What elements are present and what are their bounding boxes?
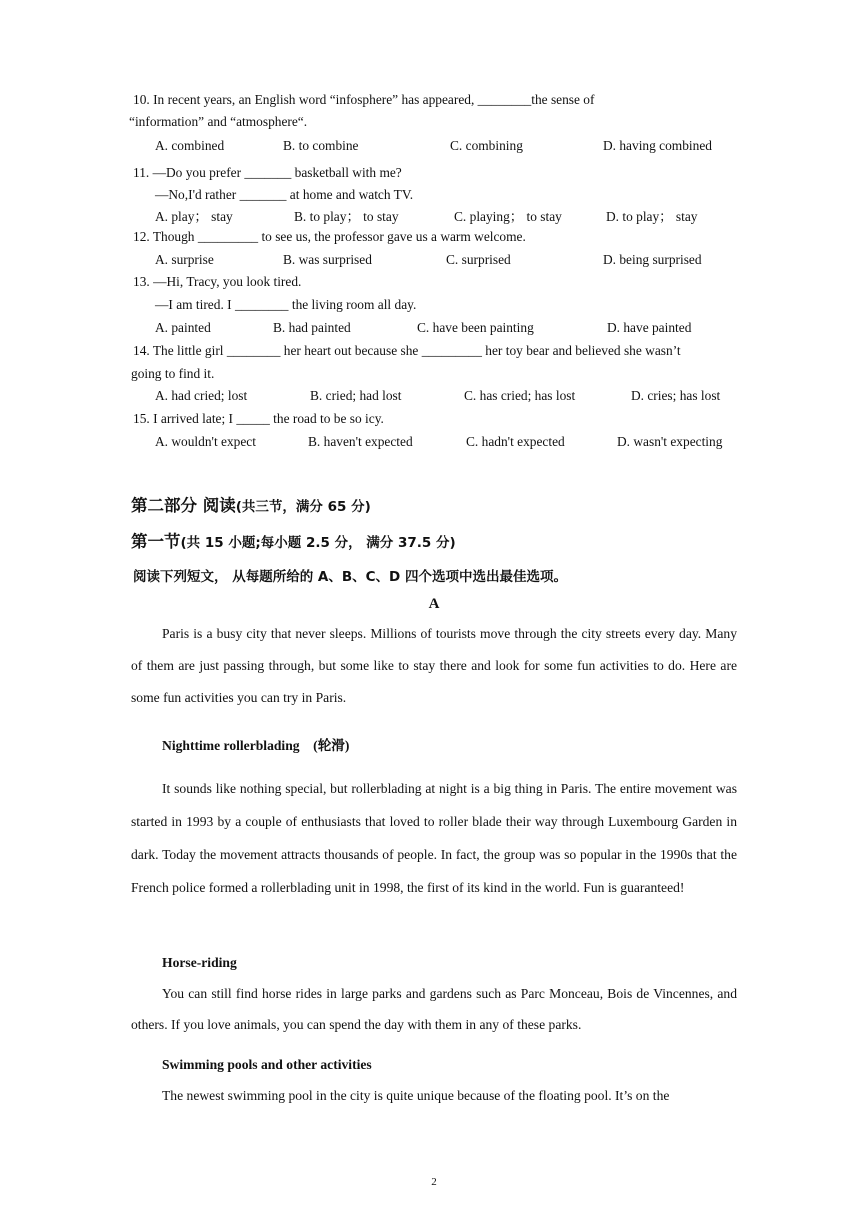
question-14-stem-cont: going to find it. <box>131 366 215 381</box>
question-10-option-d: D. having combined <box>603 138 712 153</box>
question-11-option-c: C. playing； to stay <box>454 209 562 224</box>
question-11-stem: 11. —Do you prefer _______ basketball with me? <box>133 165 402 180</box>
subheading-rollerblading: Nighttime rollerblading (轮滑) <box>162 738 350 753</box>
paragraph-horse-riding-text: You can still find horse rides in large parks and gardens such as Parc Monceau, Bois de Vincennes, and others. If you love animals, you can spend the day with them in any of these parks. <box>131 986 737 1032</box>
question-13-option-b: B. had painted <box>273 320 351 335</box>
subsection-heading <box>131 528 456 552</box>
paragraph-rollerblading <box>131 772 737 904</box>
question-13-option-a: A. painted <box>155 320 211 335</box>
question-11-option-b: B. to play； to stay <box>294 209 399 224</box>
question-10-option-c: C. combining <box>450 138 523 153</box>
question-14-option-c: C. has cried; has lost <box>464 388 576 403</box>
passage-intro-text: Paris is a busy city that never sleeps. Millions of tourists move through the city streets every day. Many of them are just passing through, but some like to stay there and look for some fun activities to do. Here are some fun activities you can try in Paris. <box>131 626 737 705</box>
question-15-stem: 15. I arrived late; I _____ the road to be so icy. <box>133 411 384 426</box>
paragraph-rollerblading-text: It sounds like nothing special, but rollerblading at night is a big thing in Paris. The entire movement was started in 1993 by a couple of enthusiasts that loved to roller blade their way through Luxembourg Garden in dark. Today the movement attracts thousands of people. In fact, the group was so popular in the 1990s that the French police formed a rollerblading unit in 1998, the first of its kind in the world. Fun is guaranteed! <box>131 781 737 895</box>
question-15-option-c: C. hadn't expected <box>466 434 565 449</box>
question-10-stem-cont: “information” and “atmosphere“. <box>129 114 308 129</box>
instructions: 阅读下列短文， 从每题所给的 A、B、C、D 四个选项中选出最佳选项。 <box>133 569 567 585</box>
question-14-option-b: B. cried; had lost <box>310 388 402 403</box>
passage-label: A <box>428 596 440 612</box>
question-15-option-d: D. wasn't expecting <box>617 434 723 449</box>
paragraph-swimming <box>131 1080 737 1111</box>
page-number: 2 <box>431 1176 437 1188</box>
question-12-stem: 12. Though _________ to see us, the professor gave us a warm welcome. <box>133 229 526 244</box>
part-title: 第二部分 阅读 <box>131 496 236 515</box>
question-12-option-c: C. surprised <box>446 252 511 267</box>
paragraph-swimming-text: The newest swimming pool in the city is quite unique because of the floating pool. It’s on the <box>162 1088 670 1103</box>
passage-intro <box>131 618 737 714</box>
question-13-option-d: D. have painted <box>607 320 692 335</box>
part-heading <box>131 492 371 516</box>
part-note: (共三节，满分 65 分) <box>235 499 371 515</box>
question-15-option-b: B. haven't expected <box>308 434 413 449</box>
question-12-option-b: B. was surprised <box>283 252 372 267</box>
question-10-stem: 10. In recent years, an English word “infosphere” has appeared, ________the sense of <box>133 92 595 107</box>
question-13-option-c: C. have been painting <box>417 320 534 335</box>
question-12-option-a: A. surprise <box>155 252 214 267</box>
question-12-option-d: D. being surprised <box>603 252 702 267</box>
subheading-horse-riding: Horse-riding <box>162 955 237 970</box>
question-14-option-a: A. had cried; lost <box>155 388 248 403</box>
paragraph-horse-riding <box>131 978 737 1040</box>
subsection-title: 第一节 <box>131 532 181 551</box>
question-15-option-a: A. wouldn't expect <box>155 434 256 449</box>
question-11-option-a: A. play； stay <box>155 209 233 224</box>
question-11-stem-cont: —No,I'd rather _______ at home and watch TV. <box>155 187 414 202</box>
question-13-stem: 13. —Hi, Tracy, you look tired. <box>133 274 302 289</box>
question-10-option-b: B. to combine <box>283 138 359 153</box>
subsection-note: (共 15 小题;每小题 2.5 分， 满分 37.5 分) <box>180 535 456 551</box>
question-13-stem-cont: —I am tired. I ________ the living room all day. <box>155 297 417 312</box>
question-14-stem: 14. The little girl ________ her heart out because she _________ her toy bear and believed she wasn’t <box>133 343 681 358</box>
question-10-option-a: A. combined <box>155 138 225 153</box>
question-11-option-d: D. to play； stay <box>606 209 698 224</box>
subheading-swimming: Swimming pools and other activities <box>162 1057 372 1072</box>
question-14-option-d: D. cries; has lost <box>631 388 721 403</box>
